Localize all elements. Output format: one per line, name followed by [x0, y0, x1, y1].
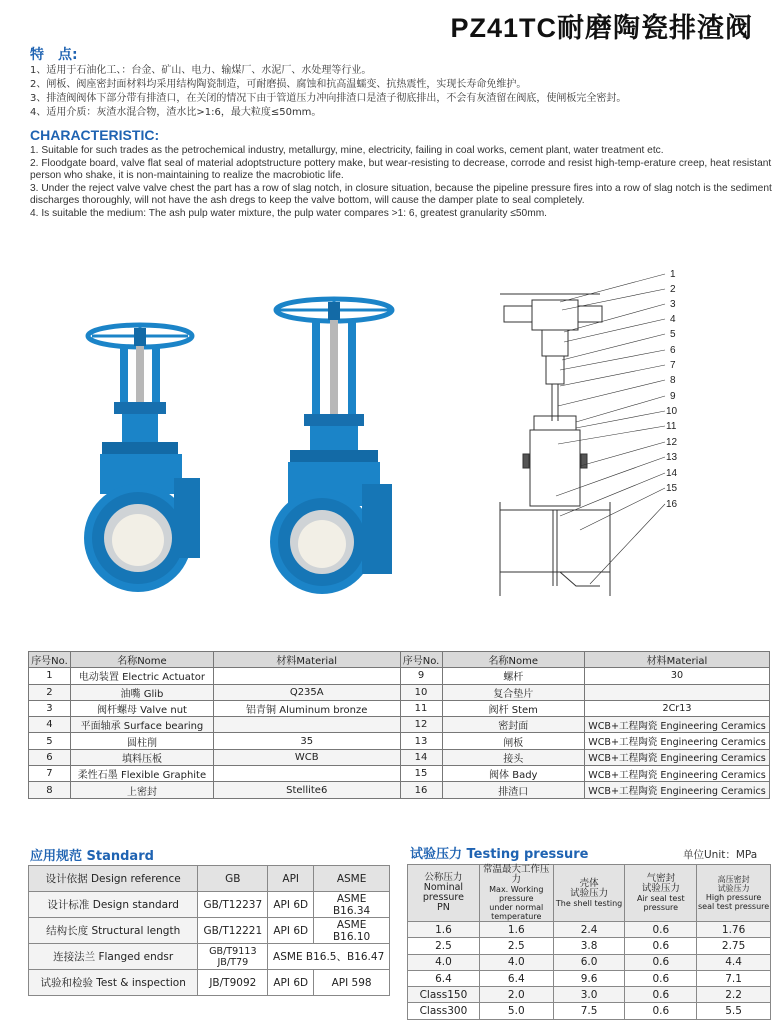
cell: WCB+工程陶瓷 Engineering Ceramics [584, 782, 769, 798]
diagram-label: 4 [670, 314, 676, 325]
diagram-label: 8 [670, 375, 676, 386]
diagram-label: 15 [666, 483, 678, 494]
characteristic-item: 4. Is suitable the medium: The ash pulp water mixture, the pulp water compares >1: 6, greatest granularity ≤50mm. [30, 207, 548, 219]
table-row [29, 944, 390, 970]
cell: 9.6 [553, 970, 625, 986]
cell: 0.6 [625, 987, 697, 1003]
header-name: 名称Nome [442, 652, 584, 668]
table-row [29, 766, 770, 782]
cell: 7 [29, 766, 71, 782]
parts-header-row [29, 652, 770, 668]
cell: 5.0 [479, 1003, 553, 1019]
table-row [29, 733, 770, 749]
cell: 油嘴 Glib [70, 684, 213, 700]
cell: 0.6 [625, 938, 697, 954]
cell: 阀杆 Stem [442, 700, 584, 716]
header-gb: GB [198, 866, 268, 892]
cell: 0.6 [625, 954, 697, 970]
cell: 2.0 [479, 987, 553, 1003]
header-nominal-pressure [408, 865, 480, 922]
cell: API 6D [268, 970, 314, 996]
valve-photo-side [262, 294, 402, 594]
cell: 密封面 [442, 717, 584, 733]
cell: 15 [400, 766, 442, 782]
table-row [408, 954, 771, 970]
cell [213, 668, 400, 684]
diagram-label: 13 [666, 452, 678, 463]
cell: 0.6 [625, 922, 697, 938]
cell: 复合垫片 [442, 684, 584, 700]
cell: 13 [400, 733, 442, 749]
cell: ASME B16.5、B16.47 [268, 944, 390, 970]
cell: 接头 [442, 749, 584, 765]
cell: 2Cr13 [584, 700, 769, 716]
cell: API 598 [314, 970, 390, 996]
cell: 4 [29, 717, 71, 733]
header-name: 名称Nome [70, 652, 213, 668]
characteristic-item: 2. Floodgate board, valve flat seal of material adoptstructure pottery make, but wear-resisting to decrease, corrode and resist high-temp-erature creep, heat resistant person who shake, it is non-maintaining to realize the macrobiotic life. [30, 157, 772, 182]
table-row [408, 922, 771, 938]
cell: 5.5 [697, 1003, 771, 1019]
diagram-label: 7 [670, 360, 676, 371]
valve-section-diagram [490, 266, 690, 612]
cell: Stellite6 [213, 782, 400, 798]
feature-item: 3、排渣阀阀体下部分带有排渣口，在关闭的情况下由于管道压力冲向排渣口是渣子彻底排出，不会有灰渣留在阀底，使闸板完全密封。 [30, 93, 627, 104]
cell: ASME B16.34 [314, 892, 390, 918]
cell: 圆柱削 [70, 733, 213, 749]
cell [584, 684, 769, 700]
cell: 排渣口 [442, 782, 584, 798]
cell: 螺杆 [442, 668, 584, 684]
header-text: 公称压力 [424, 872, 463, 883]
cell: 4.0 [479, 954, 553, 970]
cell: 阀杆螺母 Valve nut [70, 700, 213, 716]
cell: 电动装置 Electric Actuator [70, 668, 213, 684]
unit-label: 单位Unit：MPa [683, 849, 758, 861]
header-text: Air seal test pressure [636, 894, 685, 912]
cell: 1.6 [479, 922, 553, 938]
cell: JB/T9092 [198, 970, 268, 996]
header-text: 试验压力 [641, 883, 680, 894]
cell: 3 [29, 700, 71, 716]
cell: 2.5 [479, 938, 553, 954]
header-text: 气密封 [646, 873, 676, 884]
header-text: 高压密封 [717, 875, 750, 884]
header-text: The shell testing [555, 898, 623, 908]
diagram-label: 11 [666, 421, 677, 432]
cell: 1.6 [408, 922, 480, 938]
header-text: High pressure seal test pressure [697, 893, 770, 911]
header-text: Max. Working pressure [489, 885, 544, 903]
diagram-label: 6 [670, 345, 676, 356]
header-text: 试验压力 [570, 887, 609, 899]
table-row [29, 892, 390, 918]
characteristic-heading: CHARACTERISTIC: [30, 127, 160, 143]
characteristic-item: 3. Under the reject valve valve chest the part has a row of slag notch, in closure situation, because the pipeline pressure fires into a row of slag notch is the sediment discharges thoroughly, will not have the ash dregs to keep the valve bottom, will cause the damper plate to seal completely. [30, 182, 772, 207]
characteristic-item: 1. Suitable for such trades as the petrochemical industry, metallurgy, mine, electricity, failing in coal works, cement plant, water treatment etc. [30, 145, 664, 156]
header-asme: ASME [314, 866, 390, 892]
feature-item: 4、适用介质：灰渣水混合物，渣水比>1:6，最大粒度≤50mm。 [30, 107, 322, 118]
row-label: 设计标准 Design standard [29, 892, 198, 918]
cell: 35 [213, 733, 400, 749]
standard-header-row [29, 866, 390, 892]
header-material: 材料Material [213, 652, 400, 668]
cell: 6.4 [408, 970, 480, 986]
cell: 2 [29, 684, 71, 700]
cell: 7.1 [697, 970, 771, 986]
diagram-label: 16 [666, 499, 678, 510]
cell: 0.6 [625, 970, 697, 986]
cell: 3.0 [553, 987, 625, 1003]
valve-photo-front [78, 318, 210, 598]
header-max-working-pressure [479, 865, 553, 922]
cell: 闸板 [442, 733, 584, 749]
cell: 14 [400, 749, 442, 765]
table-row [29, 668, 770, 684]
cell [213, 766, 400, 782]
header-text: 壳体 [579, 877, 599, 889]
features-heading: 特 点: [30, 47, 78, 63]
header-text: 试验压力 [717, 884, 750, 893]
features-list [30, 64, 770, 120]
cell: 4.4 [697, 954, 771, 970]
cell: 12 [400, 717, 442, 733]
cell: 8 [29, 782, 71, 798]
cell: WCB+工程陶瓷 Engineering Ceramics [584, 766, 769, 782]
feature-item: 2、闸板、阀座密封面材料均采用结构陶瓷制造，可耐磨损、腐蚀和抗高温蠕变、抗热震性，实现长寿命免维护。 [30, 79, 527, 90]
testing-pressure-table [407, 864, 771, 1020]
header-shell-testing [553, 865, 625, 922]
feature-item: 1、适用于石油化工、：台金、矿山、电力、输煤厂、水泥厂、水处理等行业。 [30, 65, 372, 76]
cell: WCB+工程陶瓷 Engineering Ceramics [584, 733, 769, 749]
row-label: 结构长度 Structural length [29, 918, 198, 944]
table-row [29, 717, 770, 733]
table-row [29, 749, 770, 765]
cell: ASME B16.10 [314, 918, 390, 944]
cell: 2.75 [697, 938, 771, 954]
cell: 6.4 [479, 970, 553, 986]
cell: GB/T9113 JB/T79 [198, 944, 268, 970]
diagram-label: 5 [670, 329, 676, 340]
cell: 9 [400, 668, 442, 684]
cell: API 6D [268, 892, 314, 918]
cell: 4.0 [408, 954, 480, 970]
standard-table [28, 865, 390, 996]
diagram-label: 12 [666, 437, 678, 448]
table-row [29, 700, 770, 716]
cell [213, 717, 400, 733]
header-text: PN [437, 902, 450, 913]
cell: Class300 [408, 1003, 480, 1019]
cell: Class150 [408, 987, 480, 1003]
cell: 阀体 Bady [442, 766, 584, 782]
table-row [408, 938, 771, 954]
testing-header-row [408, 865, 771, 922]
header-design-reference: 设计依据 Design reference [29, 866, 198, 892]
cell: 柔性石墨 Flexible Graphite [70, 766, 213, 782]
cell: 上密封 [70, 782, 213, 798]
cell: API 6D [268, 918, 314, 944]
cell: 6.0 [553, 954, 625, 970]
header-no: 序号No. [29, 652, 71, 668]
cell: WCB+工程陶瓷 Engineering Ceramics [584, 749, 769, 765]
cell: Q235A [213, 684, 400, 700]
header-text: under normal temperature [489, 903, 544, 921]
testing-heading: 试验压力 Testing pressure [410, 847, 589, 862]
diagram-label: 9 [670, 391, 676, 402]
row-label: 试验和检验 Test & inspection [29, 970, 198, 996]
page-title: PZ41TC耐磨陶瓷排渣阀 [450, 13, 753, 43]
cell: 11 [400, 700, 442, 716]
table-row [29, 782, 770, 798]
cell: 1.76 [697, 922, 771, 938]
parts-table [28, 651, 770, 799]
header-air-seal [625, 865, 697, 922]
cell: 3.8 [553, 938, 625, 954]
table-row [29, 684, 770, 700]
diagram-label: 10 [666, 406, 678, 417]
diagram-label: 3 [670, 299, 676, 310]
cell: 16 [400, 782, 442, 798]
table-row [408, 1003, 771, 1019]
standard-heading: 应用规范 Standard [30, 849, 154, 864]
cell: 2.2 [697, 987, 771, 1003]
diagram-label: 1 [670, 269, 676, 280]
header-text: Nominal pressure [422, 882, 464, 903]
cell: 5 [29, 733, 71, 749]
cell: 10 [400, 684, 442, 700]
table-row [408, 987, 771, 1003]
cell: 0.6 [625, 1003, 697, 1019]
header-no: 序号No. [400, 652, 442, 668]
cell: 铝青铜 Aluminum bronze [213, 700, 400, 716]
diagram-label: 14 [666, 468, 678, 479]
cell: 填料压板 [70, 749, 213, 765]
cell: 2.4 [553, 922, 625, 938]
header-material: 材料Material [584, 652, 769, 668]
cell: 平面轴承 Surface bearing [70, 717, 213, 733]
table-row [408, 970, 771, 986]
cell: 1 [29, 668, 71, 684]
cell: 2.5 [408, 938, 480, 954]
cell: 30 [584, 668, 769, 684]
cell: GB/T12221 [198, 918, 268, 944]
characteristic-list [30, 145, 775, 221]
diagram-label: 2 [670, 284, 676, 295]
row-label: 连接法兰 Flanged endsr [29, 944, 198, 970]
cell: GB/T12237 [198, 892, 268, 918]
cell: WCB+工程陶瓷 Engineering Ceramics [584, 717, 769, 733]
header-high-pressure-seal [697, 865, 771, 922]
cell: 6 [29, 749, 71, 765]
table-row [29, 970, 390, 996]
cell: WCB [213, 749, 400, 765]
table-row [29, 918, 390, 944]
header-text: 常温最大工作压力 [483, 864, 550, 885]
header-api: API [268, 866, 314, 892]
cell: 7.5 [553, 1003, 625, 1019]
